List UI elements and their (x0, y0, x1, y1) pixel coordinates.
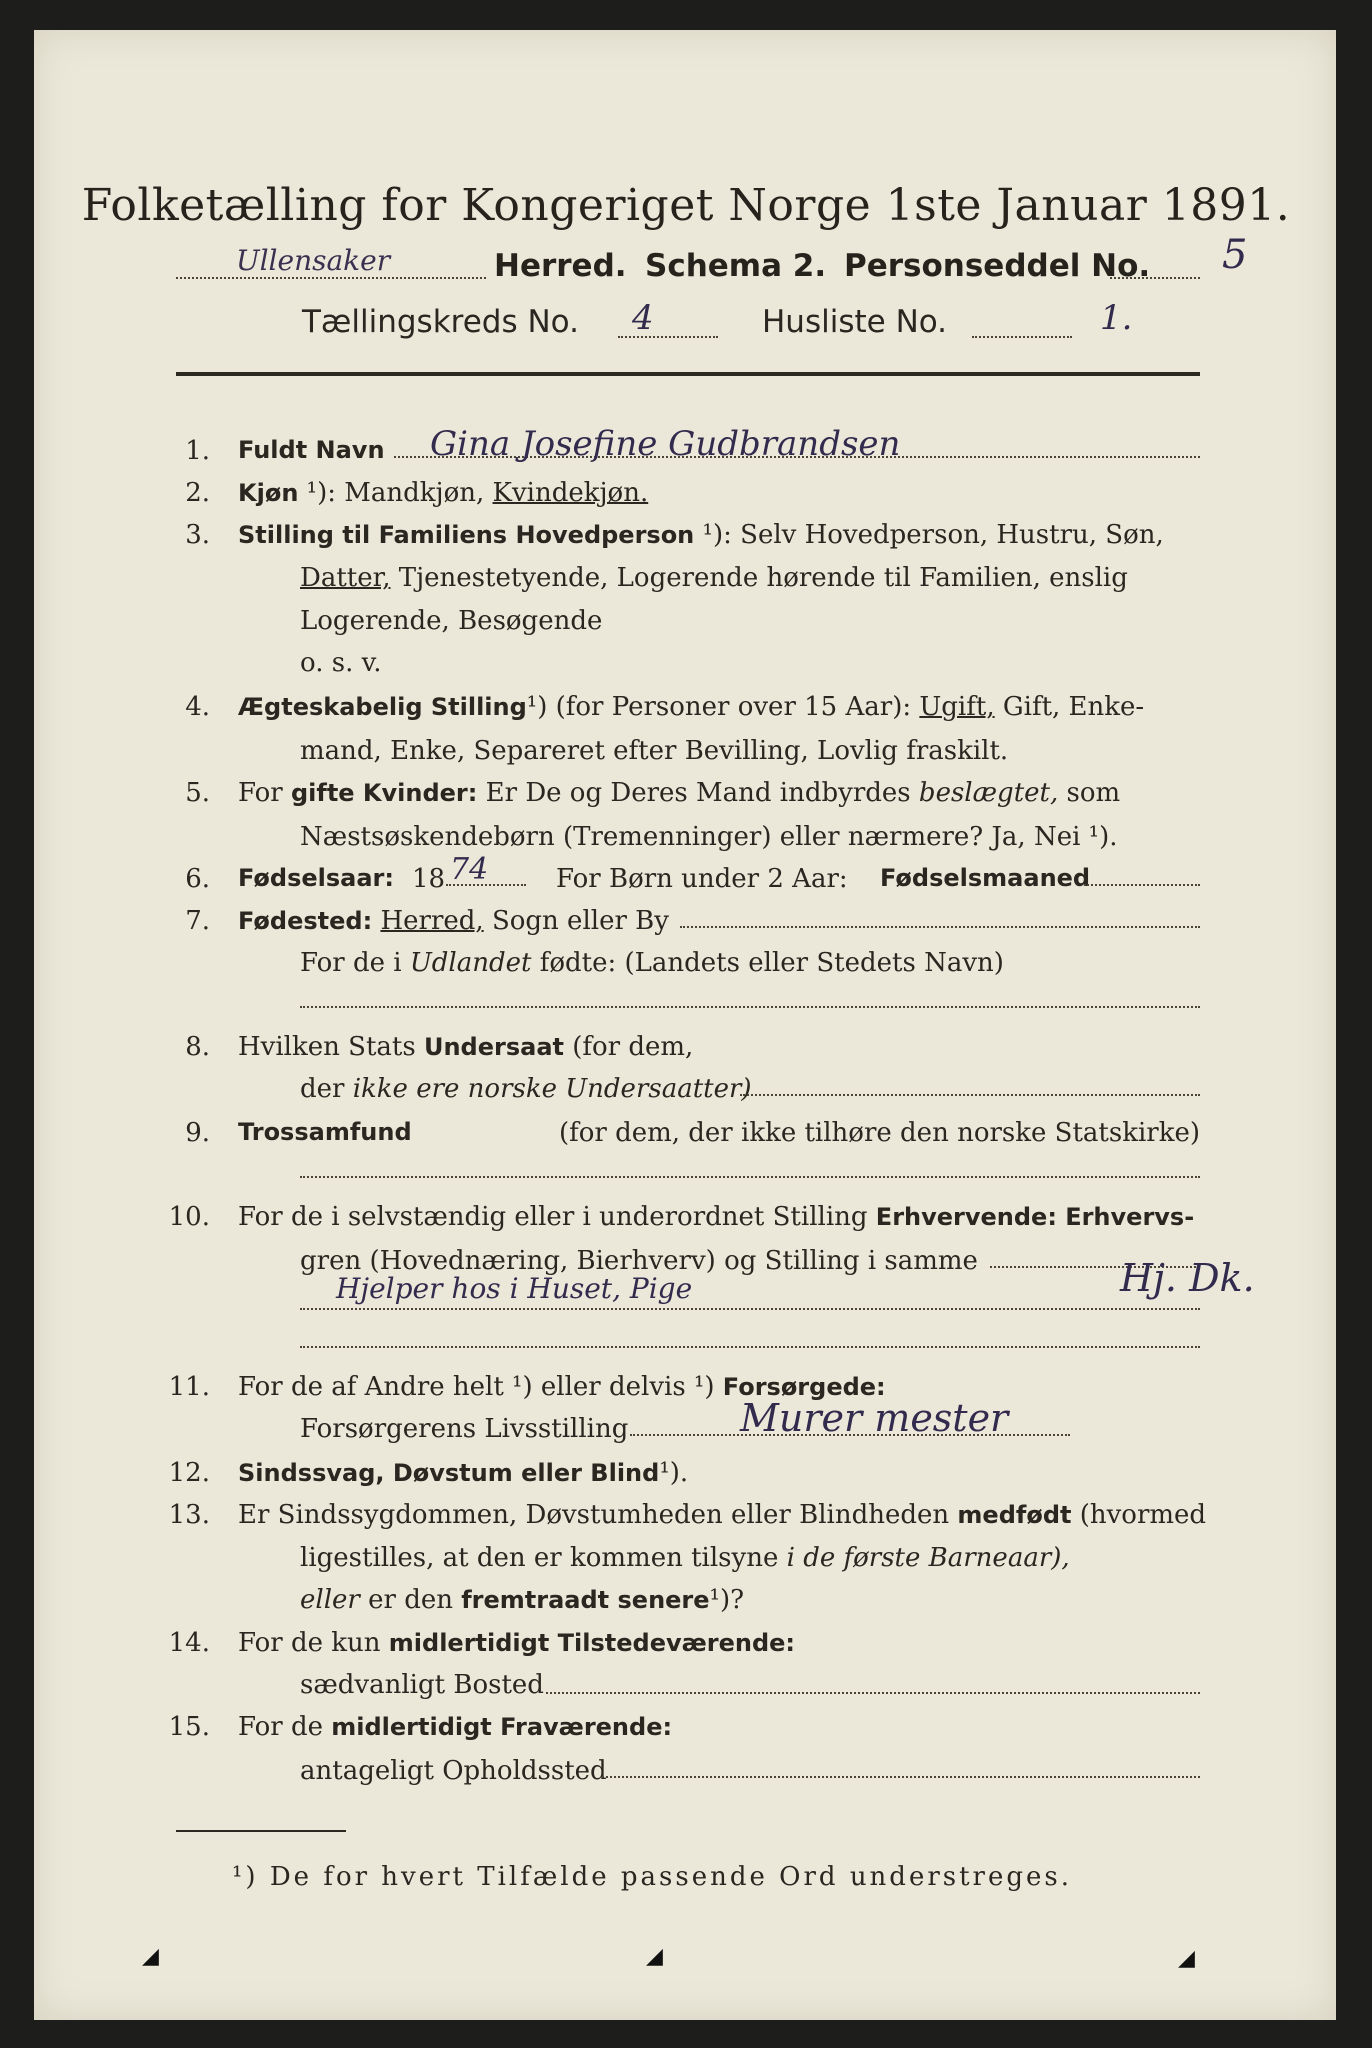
item-15-number: 15. (168, 1712, 210, 1742)
census-form-page (34, 30, 1336, 2020)
kreds-value: 4 (632, 298, 654, 338)
item-8-dotted-line (740, 1094, 1200, 1096)
item-4-line-2: mand, Enke, Separeret efter Bevilling, Lovlig fraskilt. (300, 736, 1009, 766)
item-6-month-dotted-line (1084, 884, 1200, 886)
corner-mark-left: ◢ (142, 1944, 159, 1969)
item-15-dotted-line (602, 1776, 1200, 1778)
personseddel-label: Personseddel No. (844, 248, 1151, 284)
item-14-dotted-line (546, 1692, 1200, 1694)
item-3-label: Stilling til Familiens Hovedperson (238, 521, 695, 549)
item-7-number: 7. (185, 906, 210, 936)
item-10-post: Erhvervs- (1065, 1203, 1195, 1231)
item-4-label: Ægteskabelig Stilling (238, 693, 527, 721)
item-2-label: Kjøn (238, 479, 299, 507)
item-6-mid-text: For Børn under 2 Aar: (556, 864, 848, 894)
schema-label: Schema 2. (645, 248, 827, 284)
item-7-dotted-line (680, 926, 1200, 928)
item-6-year-prefix: 18 (412, 864, 446, 894)
personseddel-value: 5 (1222, 232, 1248, 278)
item-14-label: midlertidigt Tilstedeværende: (388, 1629, 796, 1657)
item-3-options-3: Logerende, Besøgende (300, 606, 603, 636)
item-13-line-3 (300, 1585, 744, 1615)
herred-value: Ullensaker (236, 244, 391, 277)
item-7-answer-line (300, 1006, 1200, 1008)
item-8-line-2 (300, 1074, 752, 1104)
item-7-rest: Sogn eller By (491, 906, 669, 936)
corner-mark-center: ◢ (646, 1944, 663, 1969)
item-15-pre: For de (238, 1712, 323, 1742)
header-rule (176, 372, 1200, 376)
item-14-line-1 (238, 1628, 795, 1658)
herred-label: Herred. (494, 248, 627, 284)
item-11-pre: For de af Andre helt ¹) eller delvis ¹) (238, 1372, 715, 1402)
footnote: ¹) De for hvert Tilfælde passende Ord understreges. (232, 1862, 1073, 1892)
item-12-number: 12. (168, 1458, 210, 1488)
item-8-line-1 (238, 1032, 693, 1062)
item-1-label: Fuldt Navn (238, 436, 385, 464)
item-14-pre: For de kun (238, 1628, 381, 1658)
item-1-value: Gina Josefine Gudbrandsen (430, 424, 901, 464)
item-13-line-3b: ¹)? (709, 1585, 745, 1615)
item-6-year-value: 74 (450, 852, 489, 887)
item-2-option-male: Mandkjøn, (344, 478, 485, 508)
item-5-pre: For (238, 778, 283, 808)
item-8-line-2-italic: ikke ere norske Undersaatter) (352, 1074, 752, 1104)
herred-dotted-line (176, 277, 486, 279)
item-13-label-3: fremtraadt senere (461, 1586, 710, 1614)
item-2-number: 2. (185, 478, 210, 508)
item-10-pre: For de i selvstændig eller i underordnet Stilling (238, 1202, 868, 1232)
item-3-line-2 (300, 563, 1128, 593)
item-5-beslaegtet: beslægtet, (918, 778, 1059, 808)
item-9-label: Trossamfund (238, 1118, 412, 1146)
item-5-line-2: Næstsøskendebørn (Tremenninger) eller nærmere? Ja, Nei ¹). (300, 822, 1118, 852)
item-10-number: 10. (168, 1202, 210, 1232)
form-title: Folketælling for Kongeriget Norge 1ste Januar 1891. (81, 180, 1291, 231)
item-10-line-2: gren (Hovednæring, Bierhverv) og Stilling i samme (300, 1246, 978, 1276)
item-11-value: Murer mester (740, 1396, 1009, 1440)
item-14-number: 14. (168, 1628, 210, 1658)
item-9-number: 9. (185, 1118, 210, 1148)
item-10-value: Hjelper hos i Huset, Pige (336, 1272, 693, 1305)
item-10-line-1 (238, 1202, 1194, 1232)
item-5-text-a: Er De og Deres Mand indbyrdes (485, 778, 911, 808)
item-13-line-2 (300, 1543, 1070, 1573)
item-3-line-1 (238, 520, 1164, 550)
item-5-label: gifte Kvinder: (290, 779, 478, 807)
item-5-text-b: som (1066, 778, 1121, 808)
item-10-label: Erhvervende: (875, 1203, 1057, 1231)
item-11-number: 11. (168, 1372, 210, 1402)
item-3-options-1: Selv Hovedperson, Hustru, Søn, (740, 520, 1164, 550)
item-4-option-ugift: Ugift, (919, 692, 995, 722)
item-3-options-2: Tjenestetyende, Logerende hørende til Familien, enslig (398, 563, 1128, 593)
item-13-label: medfødt (957, 1501, 1072, 1529)
item-5-number: 5. (185, 778, 210, 808)
item-7-label: Fødested: (238, 907, 373, 935)
personseddel-dotted-line (1110, 277, 1200, 279)
item-15-label: midlertidigt Fraværende: (331, 1713, 673, 1741)
footnote-rule (176, 1830, 346, 1832)
item-8-label: Undersaat (423, 1033, 564, 1061)
item-4-text-a: (for Personer over 15 Aar): (555, 692, 912, 722)
item-7-line-1 (238, 906, 669, 936)
item-13-pre: Er Sindssygdommen, Døvstumheden eller Blindheden (238, 1500, 950, 1530)
item-7-option-herred: Herred, (380, 906, 484, 936)
item-6-number: 6. (185, 864, 210, 894)
husliste-dotted-line (972, 336, 1072, 338)
item-4-number: 4. (185, 692, 210, 722)
item-9-rest: (for dem, der ikke tilhøre den norske Statskirke) (558, 1118, 1200, 1148)
item-12-label: Sindssvag, Døvstum eller Blind (238, 1459, 660, 1487)
husliste-label: Husliste No. (762, 304, 948, 340)
item-9-answer-line (300, 1176, 1200, 1178)
item-5-line-1 (238, 778, 1120, 808)
item-3-sup: ¹): (702, 520, 732, 550)
item-2-option-female: Kvindekjøn. (492, 478, 649, 508)
item-3-options-4: o. s. v. (300, 648, 382, 678)
item-7-line-2b: fødte: (Landets eller Stedets Navn) (539, 948, 1004, 978)
item-7-udlandet: Udlandet (409, 948, 532, 978)
item-13-post: (hvormed (1079, 1500, 1207, 1530)
item-10-annotation: Hj. Dk. (1120, 1256, 1255, 1300)
item-14-line-2: sædvanligt Bosted (300, 1670, 544, 1700)
item-8-pre: Hvilken Stats (238, 1032, 416, 1062)
item-13-line-3-italic: eller (300, 1585, 360, 1615)
item-4-text-b: Gift, Enke- (1002, 692, 1145, 722)
item-13-line-2-italic: i de første Barneaar), (786, 1543, 1070, 1573)
husliste-value: 1. (1100, 298, 1133, 338)
item-4-line-1 (238, 692, 1144, 722)
item-7-line-2a: For de i (300, 948, 402, 978)
item-3-option-datter: Datter, (300, 563, 391, 593)
item-2-sup: ¹): (306, 478, 336, 508)
item-13-number: 13. (168, 1500, 210, 1530)
item-2-line (238, 478, 648, 508)
item-8-post: (for dem, (572, 1032, 694, 1062)
item-9-line-1 (238, 1118, 1200, 1148)
item-4-sup: ¹) (526, 692, 548, 722)
item-6-label-2: Fødselsmaaned (880, 864, 1091, 892)
item-13-line-3a: er den (368, 1585, 453, 1615)
item-11-label: Forsørgede: (722, 1373, 886, 1401)
item-10-dotted-line-2 (300, 1308, 1200, 1310)
kreds-label: Tællingskreds No. (302, 304, 579, 340)
item-12-sup: ¹). (659, 1458, 689, 1488)
item-15-line-2: antageligt Opholdssted (300, 1756, 607, 1786)
item-1-number: 1. (185, 436, 210, 466)
item-13-line-1 (238, 1500, 1206, 1530)
item-8-line-2a: der (300, 1074, 345, 1104)
item-13-line-2a: ligestilles, at den er kommen tilsyne (300, 1543, 779, 1573)
item-3-number: 3. (185, 520, 210, 550)
item-6-label: Fødselsaar: (238, 864, 394, 892)
corner-mark-right: ◢ (1178, 1946, 1195, 1971)
item-11-line-2: Forsørgerens Livsstilling (300, 1414, 629, 1444)
item-7-line-2 (300, 948, 1004, 978)
item-15-line-1 (238, 1712, 672, 1742)
item-8-number: 8. (185, 1032, 210, 1062)
item-12-line-1 (238, 1458, 688, 1488)
item-10-answer-line (300, 1346, 1200, 1348)
